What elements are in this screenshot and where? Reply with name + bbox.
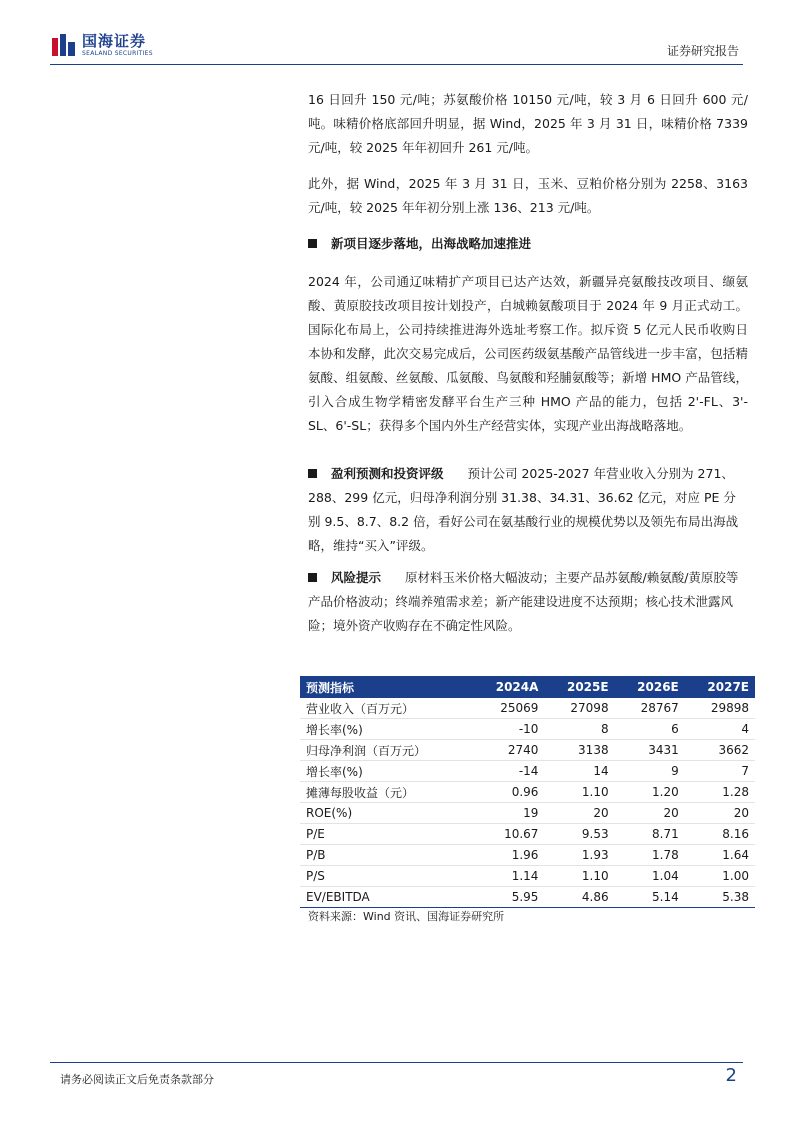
table-cell: 9 bbox=[615, 761, 685, 782]
table-cell: 1.78 bbox=[615, 845, 685, 866]
section-risk-warning: 风险提示 原材料玉米价格大幅波动；主要产品苏氨酸/赖氨酸/黄原胶等产品价格波动；终端养殖需求差；新产能建设进度不达预期；核心技术泄露风险；境外资产收购存在不确定性风险。 bbox=[308, 570, 739, 633]
page-number: 2 bbox=[725, 1065, 737, 1086]
table-cell: 6 bbox=[615, 719, 685, 740]
table-row-label: 营业收入（百万元） bbox=[300, 698, 473, 719]
table-cell: 14 bbox=[544, 761, 614, 782]
table-cell: 1.20 bbox=[615, 782, 685, 803]
table-row bbox=[300, 761, 755, 782]
table-cell: 4 bbox=[685, 719, 755, 740]
table-cell: 1.93 bbox=[544, 845, 614, 866]
paragraph-prices: 16 日回升 150 元/吨；苏氨酸价格 10150 元/吨，较 3 月 6 日回升 600 元/吨。味精价格底部回升明显，据 Wind，2025 年 3 月 31 日，味精价格 7339 元/吨，较 2025 年年初回升 261 元/吨。 bbox=[308, 92, 748, 155]
table-row bbox=[300, 887, 755, 908]
table-row-label: 增长率(%) bbox=[300, 761, 473, 782]
table-cell: 27098 bbox=[544, 698, 614, 719]
table-row-label: P/S bbox=[300, 866, 473, 887]
table-cell: 20 bbox=[615, 803, 685, 824]
bullet-square-icon bbox=[308, 239, 317, 248]
table-cell: 8.71 bbox=[615, 824, 685, 845]
table-cell: 8 bbox=[544, 719, 614, 740]
table-cell: 1.14 bbox=[473, 866, 545, 887]
table-row-label: 摊薄每股收益（元） bbox=[300, 782, 473, 803]
table-cell: -14 bbox=[473, 761, 545, 782]
company-logo bbox=[50, 30, 153, 60]
table-cell: 7 bbox=[685, 761, 755, 782]
page-footer bbox=[50, 1062, 743, 1089]
table-cell: 5.38 bbox=[685, 887, 755, 908]
table-cell: 10.67 bbox=[473, 824, 545, 845]
table-source-note: 资料来源：Wind 资讯、国海证券研究所 bbox=[308, 910, 505, 923]
section-heading-new-projects: 新项目逐步落地，出海战略加速推进 bbox=[308, 232, 748, 256]
table-row bbox=[300, 740, 755, 761]
table-cell: 1.10 bbox=[544, 866, 614, 887]
table-cell: 25069 bbox=[473, 698, 545, 719]
table-row-label: P/B bbox=[300, 845, 473, 866]
table-cell: 20 bbox=[544, 803, 614, 824]
table-header-row bbox=[300, 676, 755, 698]
table-cell: 5.95 bbox=[473, 887, 545, 908]
report-type-label: 证券研究报告 bbox=[666, 44, 739, 58]
bullet-square-icon bbox=[308, 573, 317, 582]
table-cell: 3431 bbox=[615, 740, 685, 761]
table-header-cell: 2026E bbox=[615, 676, 685, 698]
disclaimer-text: 请务必阅读正文后免责条款部分 bbox=[60, 1073, 214, 1086]
table-cell: 5.14 bbox=[615, 887, 685, 908]
table-cell: 28767 bbox=[615, 698, 685, 719]
table-cell: 20 bbox=[685, 803, 755, 824]
paragraph-corn-soy: 此外，据 Wind，2025 年 3 月 31 日，玉米、豆粕价格分别为 2258、3163 元/吨，较 2025 年年初分别上涨 136、213 元/吨。 bbox=[308, 176, 748, 215]
table-row-label: ROE(%) bbox=[300, 803, 473, 824]
table-header-cell: 2025E bbox=[544, 676, 614, 698]
table-row-label: EV/EBITDA bbox=[300, 887, 473, 908]
table-header-cell: 2027E bbox=[685, 676, 755, 698]
logo-mark-icon bbox=[50, 32, 78, 58]
table-row bbox=[300, 803, 755, 824]
table-cell: 29898 bbox=[685, 698, 755, 719]
table-header-cell: 2024A bbox=[473, 676, 545, 698]
table-cell: 1.96 bbox=[473, 845, 545, 866]
table-cell: 1.04 bbox=[615, 866, 685, 887]
table-cell: 9.53 bbox=[544, 824, 614, 845]
earnings-forecast-text: 预计公司 2025-2027 年营业收入分别为 271、288、299 亿元，归母净利润分别 31.38、34.31、36.62 亿元，对应 PE 分别 9.5、8.7、8.2 倍，看好公司在氨基酸行业的规模优势以及领先布局出海战略，维持“买入”评级。 bbox=[308, 466, 739, 553]
bullet-square-icon bbox=[308, 469, 317, 478]
table-cell: 19 bbox=[473, 803, 545, 824]
table-row bbox=[300, 866, 755, 887]
table-header-cell: 预测指标 bbox=[300, 676, 473, 698]
table-row-label: 增长率(%) bbox=[300, 719, 473, 740]
table-row bbox=[300, 698, 755, 719]
table-cell: 4.86 bbox=[544, 887, 614, 908]
logo-name-cn: 国海证券 bbox=[82, 31, 147, 50]
table-cell: 1.64 bbox=[685, 845, 755, 866]
table-cell: 1.28 bbox=[685, 782, 755, 803]
table-cell: 8.16 bbox=[685, 824, 755, 845]
table-cell: 1.10 bbox=[544, 782, 614, 803]
table-cell: -10 bbox=[473, 719, 545, 740]
table-row bbox=[300, 719, 755, 740]
table-cell: 3662 bbox=[685, 740, 755, 761]
page-header bbox=[50, 28, 743, 65]
table-cell: 1.00 bbox=[685, 866, 755, 887]
table-cell: 2740 bbox=[473, 740, 545, 761]
forecast-table bbox=[300, 676, 755, 908]
table-row-label: P/E bbox=[300, 824, 473, 845]
logo-name-en: SEALAND SECURITIES bbox=[82, 49, 153, 57]
table-row bbox=[300, 782, 755, 803]
table-row bbox=[300, 824, 755, 845]
table-row bbox=[300, 845, 755, 866]
table-cell: 0.96 bbox=[473, 782, 545, 803]
paragraph-new-projects: 2024 年，公司通辽味精扩产项目已达产达效，新疆异亮氨酸技改项目、缬氨酸、黄原胶技改项目按计划投产，白城赖氨酸项目于 2024 年 9 月正式动工。国际化布局上，公司持续推进海外选址考察工作。拟斥资 5 亿元人民币收购日本协和发酵，此次交易完成后，公司医药级氨基酸产品管线进一步丰富，包括精氨酸、组氨酸、丝氨酸、瓜氨酸、鸟氨酸和羟脯氨酸等；新增 HMO 产品管线，引入合成生物学精密发酵平台生产三种 HMO 产品的能力，包括 2'-FL、3'-SL、6'-SL；获得多个国内外生产经营实体，实现产业出海战略落地。 bbox=[308, 274, 748, 433]
risk-warning-text: 原材料玉米价格大幅波动；主要产品苏氨酸/赖氨酸/黄原胶等产品价格波动；终端养殖需求差；新产能建设进度不达预期；核心技术泄露风险；境外资产收购存在不确定性风险。 bbox=[308, 570, 739, 633]
section-earnings-forecast: 盈利预测和投资评级 预计公司 2025-2027 年营业收入分别为 271、288、299 亿元，归母净利润分别 31.38、34.31、36.62 亿元，对应 PE 分别 9.5、8.7、8.2 倍，看好公司在氨基酸行业的规模优势以及领先布局出海战略，维持“买入”评级。 bbox=[308, 466, 739, 553]
table-row-label: 归母净利润（百万元） bbox=[300, 740, 473, 761]
table-cell: 3138 bbox=[544, 740, 614, 761]
